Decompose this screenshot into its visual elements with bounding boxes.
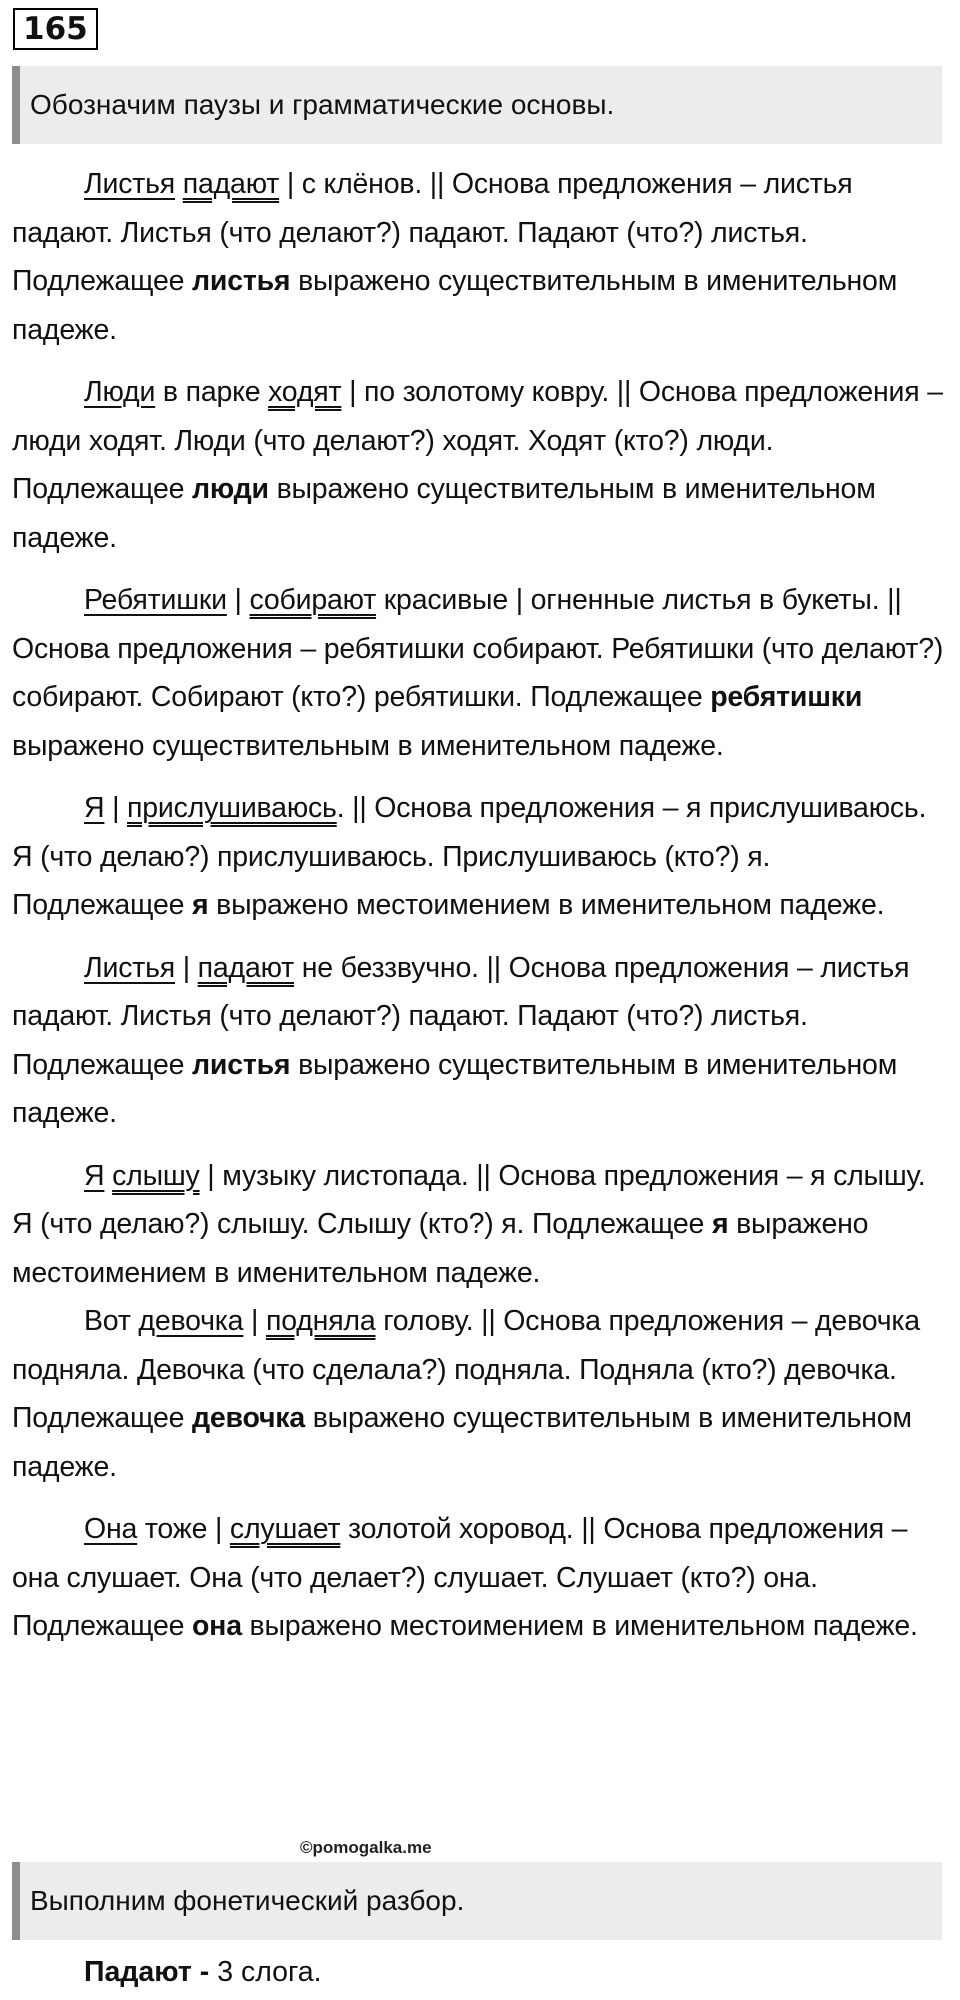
sentence-text: голову. || Основа предложения – девочка подняла. Девочка (что сделала?) подняла. Подняла (кто?) девочка. Подлежащее [12, 1305, 920, 1434]
section-header-text: Выполним фонетический разбор. [30, 1885, 465, 1916]
subject-word: Листья [84, 951, 176, 984]
predicate-word: ходят [268, 376, 342, 408]
subject-word: Ребятишки [84, 584, 227, 616]
subject-bold: девочка [191, 1402, 306, 1434]
sentence-analysis [12, 1505, 944, 1651]
analysis-paragraphs [12, 160, 944, 1665]
subject-bold: я [711, 1208, 729, 1240]
sentence-text: | по золотому ковру. || Основа предложения – люди ходят. Люди (что делают?) ходят. Ходят (кто?) люди. Подлежащее [12, 376, 943, 505]
predicate-word: падают [197, 951, 295, 984]
section-header-pauses [12, 66, 942, 144]
sentence-analysis [12, 576, 944, 770]
sentence-text: . || Основа предложения – я прислушиваюсь. Я (что делаю?) прислушиваюсь. Прислушиваюсь (кто?) я. Подлежащее [12, 792, 927, 921]
sentence-text: | музыку листопада. || Основа предложения – я слышу. Я (что делаю?) слышу. Слышу (кто?) я. Подлежащее [12, 1159, 926, 1240]
sentence-analysis [12, 784, 944, 930]
predicate-word: подняла [265, 1305, 376, 1337]
sentence-text: Вот [84, 1305, 139, 1337]
phonetic-word: Падают - [84, 1956, 210, 1988]
sentence-text: | [104, 792, 128, 824]
subject-bold: она [191, 1610, 242, 1642]
sentence-analysis [12, 944, 944, 1138]
sentence-text: | [175, 951, 198, 984]
sentence-text: золотой хоровод. || Основа предложения – она слушает. Она (что делает?) слушает. Слушает (кто?) она. Подлежащее [12, 1513, 908, 1642]
sentence-text: красивые | огненные листья в букеты. || Основа предложения – ребятишки собирают. Ребятишки (что делают?) собирают. Собирают (кто?) ребятишки. Подлежащее [12, 584, 944, 713]
subject-word: Я [84, 1159, 105, 1192]
predicate-word: слушает [229, 1513, 341, 1545]
subject-word: Я [84, 792, 105, 824]
sentence-text: | [226, 584, 250, 616]
subject-word: Она [84, 1513, 138, 1545]
sentence-text: не беззвучно. || Основа предложения – листья падают. Листья (что делают?) падают. Падают (что?) листья. Подлежащее [12, 951, 910, 1081]
sentence-analysis [12, 1152, 944, 1298]
section-header-text: Обозначим паузы и грамматические основы. [30, 89, 615, 120]
section-header-phonetic [12, 1862, 942, 1940]
subject-bold: листья [191, 1048, 291, 1081]
predicate-word: падают [182, 168, 280, 200]
sentence-text: выражено существительным в именительном падеже. [12, 1402, 912, 1483]
sentence-analysis [12, 160, 944, 354]
sentence-text: в парке [155, 376, 269, 408]
sentence-analysis [12, 1297, 944, 1491]
sentence-text: тоже | [137, 1513, 230, 1545]
sentence-text: выражено местоимением в именительном падеже. [241, 1610, 918, 1642]
subject-bold: листья [191, 265, 291, 297]
subject-bold: ребятишки [710, 681, 863, 713]
sentence-text: выражено существительным в именительном падеже. [12, 729, 724, 762]
sentence-text: выражено существительным в именительном падеже. [12, 473, 876, 554]
predicate-word: слышу [112, 1159, 200, 1192]
exercise-number: 165 [13, 8, 98, 50]
watermark: ©pomogalka.me [300, 1838, 432, 1857]
subject-word: девочка [138, 1305, 244, 1337]
sentence-text: выражено местоимением в именительном падеже. [12, 1208, 869, 1289]
sentence-text [104, 1160, 112, 1192]
subject-word: Люди [84, 376, 156, 408]
predicate-word: собирают [249, 584, 377, 616]
sentence-text: выражено существительным в именительном падеже. [12, 265, 898, 346]
subject-word: Листья [84, 168, 176, 200]
phonetic-syllables: 3 слога. [209, 1956, 322, 1988]
sentence-text: выражено местоимением в именительном падеже. [208, 889, 885, 921]
sentence-text [175, 168, 183, 200]
sentence-analysis [12, 368, 944, 562]
sentence-text: | с клёнов. || Основа предложения – листья падают. Листья (что делают?) падают. Падают (что?) листья. Подлежащее [12, 168, 853, 297]
predicate-word: прислушиваюсь [127, 792, 337, 824]
subject-bold: я [191, 889, 209, 921]
sentence-text: выражено существительным в именительном падеже. [12, 1048, 898, 1129]
phonetic-line [84, 1956, 322, 1989]
sentence-text: | [243, 1305, 266, 1337]
subject-bold: люди [191, 473, 269, 505]
